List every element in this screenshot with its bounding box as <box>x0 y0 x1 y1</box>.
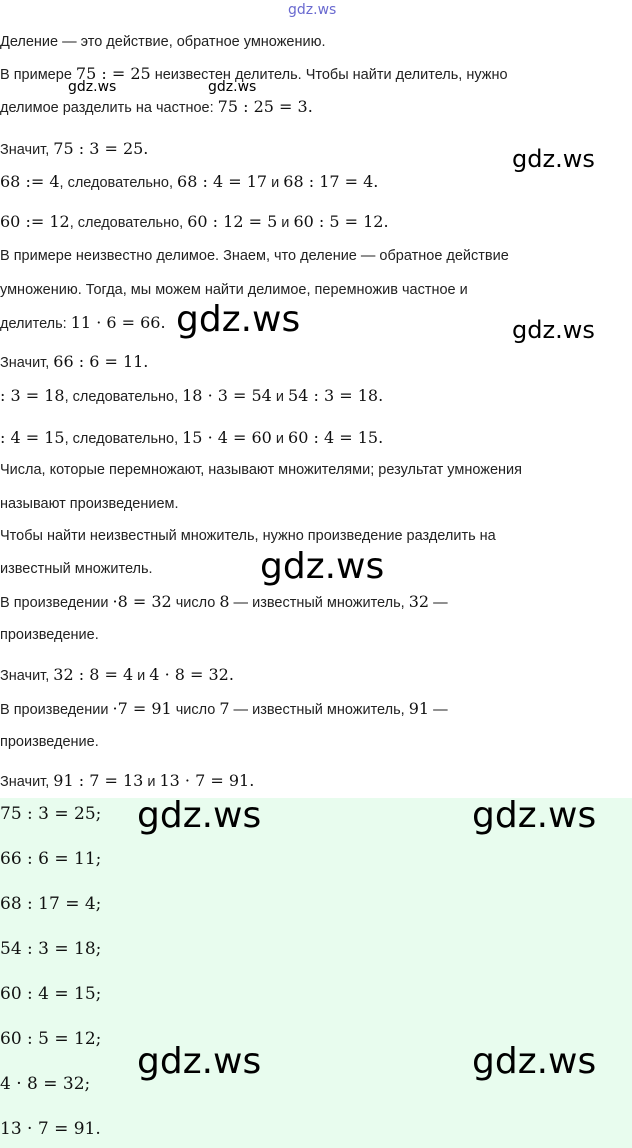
watermark-top: gdz.ws <box>288 2 337 18</box>
text-line-15 <box>0 526 496 546</box>
text: и <box>277 215 294 231</box>
text-line-5 <box>0 172 378 193</box>
text: Деление — это действие, обратное умножению. <box>0 34 326 50</box>
math: 75 : = 25 <box>75 64 151 83</box>
text: делитель: <box>0 316 71 332</box>
math: 13 · 7 = 91. <box>159 771 255 790</box>
text: произведение. <box>0 734 99 750</box>
text: В примере неизвестно делимое. Знаем, что деление — обратное действие <box>0 248 509 264</box>
text: делимое разделить на частное: <box>0 100 218 116</box>
text: Чтобы найти неизвестный множитель, нужно произведение разделить на <box>0 528 496 544</box>
math: 60 : 5 = 12. <box>293 212 389 231</box>
watermark-right-2: gdz.ws <box>512 316 595 344</box>
answer-line: 60 : 4 = 15; <box>0 984 102 1004</box>
math: ·8 = 32 <box>112 592 172 611</box>
text-line-16 <box>0 559 153 579</box>
text: произведение. <box>0 627 99 643</box>
watermark-big-1: gdz.ws <box>176 299 301 340</box>
text-line-19 <box>0 665 234 686</box>
text: Значит, <box>0 355 54 371</box>
text: и <box>271 431 289 447</box>
answer-line: 54 : 3 = 18; <box>0 939 102 959</box>
math: 11 · 6 = 66. <box>70 313 166 332</box>
text: , следовательно, <box>69 215 188 231</box>
text: число <box>171 595 220 611</box>
text: известный множитель. <box>0 561 153 577</box>
text: Числа, которые перемножают, называют множителями; результат умножения <box>0 462 522 478</box>
math: 18 · 3 = 54 <box>182 386 272 405</box>
text: , следовательно, <box>59 175 178 191</box>
text: В примере <box>0 67 76 83</box>
text: — известный множитель, <box>229 595 409 611</box>
math: 68 := 4 <box>0 172 60 191</box>
watermark-big-2: gdz.ws <box>260 546 385 587</box>
math: 32 <box>408 592 430 611</box>
watermark-small-b: gdz.ws <box>208 79 257 95</box>
math: 68 : 17 = 4. <box>283 172 379 191</box>
text: , следовательно, <box>64 431 183 447</box>
answer-line: 66 : 6 = 11; <box>0 849 102 869</box>
text: неизвестен делитель. Чтобы найти делитель, нужно <box>150 67 508 83</box>
text-line-1 <box>0 32 325 52</box>
math: 91 : 7 = 13 <box>53 771 144 790</box>
text: — <box>429 702 448 718</box>
watermark-answer-3: gdz.ws <box>137 1041 262 1082</box>
math: 15 · 4 = 60 <box>182 428 272 447</box>
text-line-10 <box>0 352 148 373</box>
text-line-8 <box>0 280 468 300</box>
answer-line: 68 : 17 = 4; <box>0 894 102 914</box>
math: 75 : 25 = 3. <box>217 97 313 116</box>
math: 91 <box>408 699 430 718</box>
answer-line: 4 · 8 = 32; <box>0 1074 91 1094</box>
text-line-9 <box>0 313 166 334</box>
math: 4 · 8 = 32. <box>149 665 234 684</box>
text-line-20 <box>0 699 448 720</box>
text: и <box>133 668 150 684</box>
answer-panel <box>0 795 632 1148</box>
text: Значит, <box>0 142 54 158</box>
math: 68 : 4 = 17 <box>177 172 268 191</box>
text: и <box>143 774 160 790</box>
math: 66 : 6 = 11. <box>53 352 149 371</box>
text-line-12 <box>0 428 383 449</box>
answer-line: 13 · 7 = 91. <box>0 1119 101 1139</box>
math: 8 <box>219 592 230 611</box>
text-line-11 <box>0 386 383 407</box>
text: умножению. Тогда, мы можем найти делимое, перемножив частное и <box>0 282 468 298</box>
watermark-answer-4: gdz.ws <box>472 1041 597 1082</box>
math: 60 : 4 = 15. <box>288 428 384 447</box>
text: Значит, <box>0 668 54 684</box>
text: — известный множитель, <box>229 702 409 718</box>
text: и <box>267 175 284 191</box>
text-line-13 <box>0 460 522 480</box>
text-line-3 <box>0 97 313 118</box>
math: 7 <box>219 699 230 718</box>
text-line-7 <box>0 246 509 266</box>
text: и <box>271 389 289 405</box>
watermark-answer-2: gdz.ws <box>472 795 597 836</box>
text-line-6 <box>0 212 389 233</box>
text: , следовательно, <box>64 389 183 405</box>
math: 54 : 3 = 18. <box>288 386 384 405</box>
math: 75 : 3 = 25. <box>53 139 149 158</box>
text: число <box>171 702 220 718</box>
answer-line: 75 : 3 = 25; <box>0 804 102 824</box>
text-line-18 <box>0 625 99 645</box>
text: — <box>429 595 448 611</box>
text: называют произведением. <box>0 496 179 512</box>
text: В произведении <box>0 595 113 611</box>
watermark-answer-1: gdz.ws <box>137 795 262 836</box>
math: 60 := 12 <box>0 212 70 231</box>
math: : 3 = 18 <box>0 386 65 405</box>
text-line-17 <box>0 592 448 613</box>
text: В произведении <box>0 702 113 718</box>
watermark-small-a: gdz.ws <box>68 79 117 95</box>
text-line-21 <box>0 732 99 752</box>
math: ·7 = 91 <box>112 699 172 718</box>
text-line-22 <box>0 771 254 792</box>
watermark-right-1: gdz.ws <box>512 145 595 173</box>
answer-line: 60 : 5 = 12; <box>0 1029 102 1049</box>
math: 32 : 8 = 4 <box>53 665 134 684</box>
text-line-4 <box>0 139 148 160</box>
math: : 4 = 15 <box>0 428 65 447</box>
text: Значит, <box>0 774 54 790</box>
math: 60 : 12 = 5 <box>187 212 278 231</box>
text-line-14 <box>0 494 179 514</box>
